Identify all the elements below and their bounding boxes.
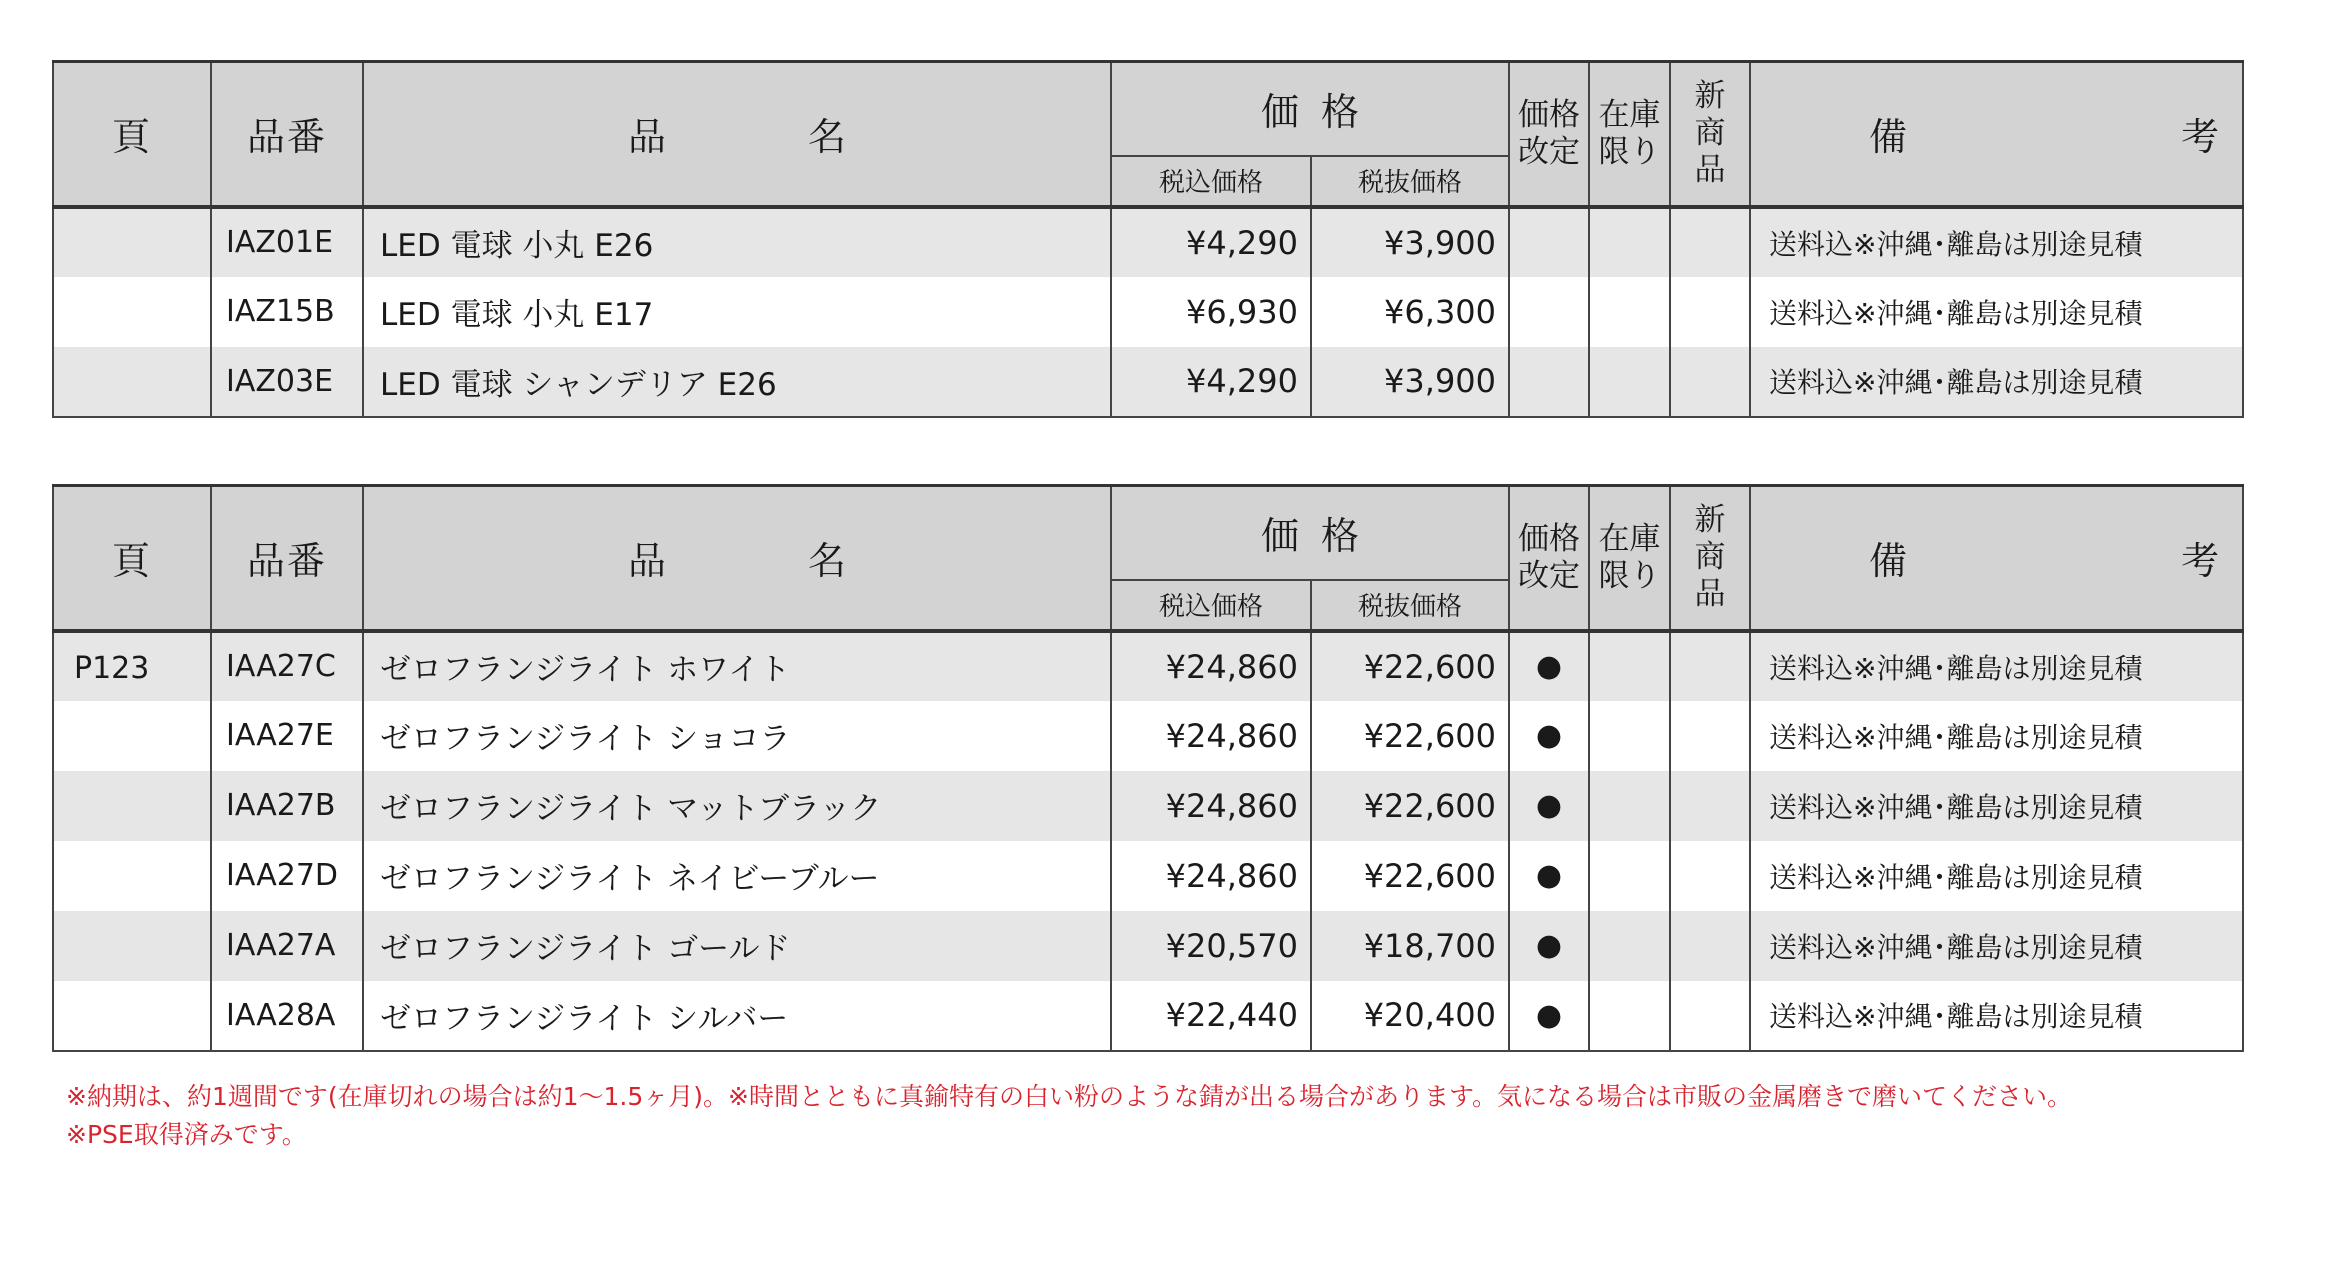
row-price-tax-ex: ¥3,900 <box>1311 207 1509 277</box>
row-stock-limited-mark <box>1589 277 1670 347</box>
row-price-revised-mark <box>1509 207 1589 277</box>
row-page <box>53 347 211 417</box>
row-price-tax-ex: ¥6,300 <box>1311 277 1509 347</box>
row-price-revised-mark: ● <box>1509 701 1589 771</box>
row-remarks: 送料込※沖縄･離島は別途見積 <box>1750 911 2243 981</box>
table-row <box>53 631 2243 701</box>
row-price-tax-in: ¥6,930 <box>1111 277 1311 347</box>
row-page <box>53 771 211 841</box>
table-row <box>53 841 2243 911</box>
row-price-tax-ex: ¥3,900 <box>1311 347 1509 417</box>
row-stock-limited-mark <box>1589 207 1670 277</box>
row-new-item-mark <box>1670 841 1750 911</box>
row-new-item-mark <box>1670 701 1750 771</box>
row-code: IAA28A <box>211 981 363 1051</box>
header-tax-in: 税込価格 <box>1111 156 1311 207</box>
footnotes <box>66 1078 2072 1154</box>
row-price-tax-in: ¥24,860 <box>1111 841 1311 911</box>
row-page <box>53 911 211 981</box>
row-price-revised-mark: ● <box>1509 911 1589 981</box>
row-stock-limited-mark <box>1589 631 1670 701</box>
row-price-revised-mark <box>1509 277 1589 347</box>
header-name: 品 名 <box>363 62 1111 207</box>
row-name: ゼロフランジライト マットブラック <box>363 771 1111 841</box>
row-name: LED 電球 小丸 E26 <box>363 207 1111 277</box>
row-new-item-mark <box>1670 771 1750 841</box>
row-price-tax-in: ¥4,290 <box>1111 207 1311 277</box>
header-stock-limited: 在庫 限り <box>1589 486 1670 631</box>
footnote-pse: ※PSE取得済みです。 <box>66 1120 307 1149</box>
table-row <box>53 347 2243 417</box>
price-table-1 <box>52 60 2337 418</box>
footnote-delivery: ※納期は、約1週間です(在庫切れの場合は約1〜1.5ヶ月)。※時間とともに真鍮特有の白い粉のような錆が出る場合があります。気になる場合は市販の金属磨きで磨いてください。 <box>66 1082 2072 1111</box>
row-name: ゼロフランジライト ショコラ <box>363 701 1111 771</box>
row-stock-limited-mark <box>1589 771 1670 841</box>
row-new-item-mark <box>1670 631 1750 701</box>
row-code: IAA27A <box>211 911 363 981</box>
row-price-revised-mark: ● <box>1509 841 1589 911</box>
row-price-tax-ex: ¥18,700 <box>1311 911 1509 981</box>
row-remarks: 送料込※沖縄･離島は別途見積 <box>1750 207 2243 277</box>
row-page: P123 <box>53 631 211 701</box>
row-page <box>53 841 211 911</box>
header-code: 品番 <box>211 486 363 631</box>
row-price-tax-ex: ¥22,600 <box>1311 631 1509 701</box>
row-price-tax-ex: ¥22,600 <box>1311 701 1509 771</box>
header-name: 品 名 <box>363 486 1111 631</box>
row-page <box>53 701 211 771</box>
header-remarks: 備 考 <box>1750 486 2243 631</box>
row-price-tax-ex: ¥20,400 <box>1311 981 1509 1051</box>
table-row <box>53 207 2243 277</box>
row-code: IAA27B <box>211 771 363 841</box>
row-new-item-mark <box>1670 277 1750 347</box>
row-name: ゼロフランジライト ネイビーブルー <box>363 841 1111 911</box>
row-remarks: 送料込※沖縄･離島は別途見積 <box>1750 981 2243 1051</box>
row-remarks: 送料込※沖縄･離島は別途見積 <box>1750 347 2243 417</box>
row-new-item-mark <box>1670 347 1750 417</box>
row-stock-limited-mark <box>1589 911 1670 981</box>
row-code: IAA27D <box>211 841 363 911</box>
row-price-revised-mark: ● <box>1509 981 1589 1051</box>
header-new-item: 新 商 品 <box>1670 486 1750 631</box>
row-price-tax-in: ¥20,570 <box>1111 911 1311 981</box>
row-code: IAZ03E <box>211 347 363 417</box>
row-price-tax-ex: ¥22,600 <box>1311 841 1509 911</box>
row-name: LED 電球 小丸 E17 <box>363 277 1111 347</box>
header-tax-in: 税込価格 <box>1111 580 1311 631</box>
row-new-item-mark <box>1670 911 1750 981</box>
row-price-tax-in: ¥24,860 <box>1111 771 1311 841</box>
table-row <box>53 771 2243 841</box>
row-new-item-mark <box>1670 207 1750 277</box>
row-stock-limited-mark <box>1589 981 1670 1051</box>
header-new-item: 新 商 品 <box>1670 62 1750 207</box>
row-page <box>53 207 211 277</box>
row-remarks: 送料込※沖縄･離島は別途見積 <box>1750 277 2243 347</box>
header-price-revision: 価格 改定 <box>1509 62 1589 207</box>
row-page <box>53 981 211 1051</box>
table-row <box>53 701 2243 771</box>
header-tax-ex: 税抜価格 <box>1311 580 1509 631</box>
row-price-revised-mark <box>1509 347 1589 417</box>
row-name: ゼロフランジライト ホワイト <box>363 631 1111 701</box>
header-tax-ex: 税抜価格 <box>1311 156 1509 207</box>
row-stock-limited-mark <box>1589 347 1670 417</box>
price-table-2 <box>52 484 2337 1052</box>
row-remarks: 送料込※沖縄･離島は別途見積 <box>1750 771 2243 841</box>
row-price-tax-in: ¥22,440 <box>1111 981 1311 1051</box>
header-stock-limited: 在庫 限り <box>1589 62 1670 207</box>
row-code: IAA27C <box>211 631 363 701</box>
header-page: 頁 <box>53 486 211 631</box>
table-row <box>53 277 2243 347</box>
table-row <box>53 911 2243 981</box>
row-name: LED 電球 シャンデリア E26 <box>363 347 1111 417</box>
row-code: IAZ15B <box>211 277 363 347</box>
row-stock-limited-mark <box>1589 841 1670 911</box>
header-price: 価格 <box>1111 62 1509 156</box>
row-new-item-mark <box>1670 981 1750 1051</box>
row-price-tax-ex: ¥22,600 <box>1311 771 1509 841</box>
row-code: IAZ01E <box>211 207 363 277</box>
row-price-revised-mark: ● <box>1509 631 1589 701</box>
row-page <box>53 277 211 347</box>
table-row <box>53 981 2243 1051</box>
row-remarks: 送料込※沖縄･離島は別途見積 <box>1750 631 2243 701</box>
header-price-revision: 価格 改定 <box>1509 486 1589 631</box>
row-stock-limited-mark <box>1589 701 1670 771</box>
header-remarks: 備 考 <box>1750 62 2243 207</box>
row-price-tax-in: ¥4,290 <box>1111 347 1311 417</box>
header-code: 品番 <box>211 62 363 207</box>
row-price-tax-in: ¥24,860 <box>1111 701 1311 771</box>
row-name: ゼロフランジライト シルバー <box>363 981 1111 1051</box>
row-remarks: 送料込※沖縄･離島は別途見積 <box>1750 701 2243 771</box>
row-code: IAA27E <box>211 701 363 771</box>
header-page: 頁 <box>53 62 211 207</box>
row-name: ゼロフランジライト ゴールド <box>363 911 1111 981</box>
row-price-tax-in: ¥24,860 <box>1111 631 1311 701</box>
header-price: 価格 <box>1111 486 1509 580</box>
row-remarks: 送料込※沖縄･離島は別途見積 <box>1750 841 2243 911</box>
row-price-revised-mark: ● <box>1509 771 1589 841</box>
